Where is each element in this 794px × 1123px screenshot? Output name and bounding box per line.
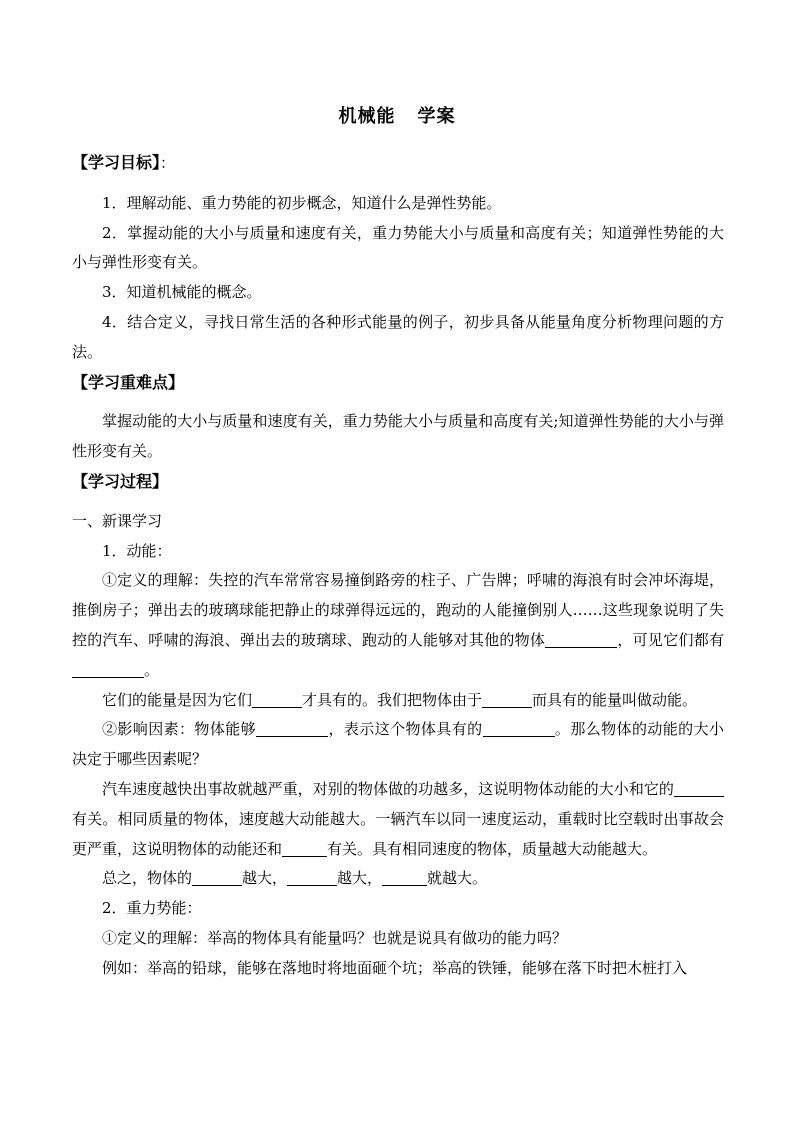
- fill-blank[interactable]: [252, 689, 302, 708]
- goal-item: 3．知道机械能的概念。: [102, 283, 262, 302]
- fill-blank[interactable]: [256, 718, 328, 737]
- gravity-example: 例如：举高的铅球，能够在落地时将地面砸个坑；举高的铁锤，能够在落下时把木桩打入: [102, 958, 688, 977]
- fill-blank[interactable]: [287, 867, 337, 886]
- page-title: [0, 104, 794, 130]
- kinetic-title: 1．动能：: [102, 541, 172, 560]
- fill-blank[interactable]: [482, 689, 532, 708]
- kinetic-definition: ①定义的理解：失控的汽车常常容易撞倒路旁的柱子、广告牌；呼啸的海浪有时会冲坏海堤，推倒房子；弹出去的玻璃球能把静止的球弹得远远的，跑动的人能撞倒别人……这些现象说明了失控的汽车、呼啸的海浪、弹出去的玻璃球、跑动的人能够对其他的物体 ，可见它们都有。: [72, 571, 724, 679]
- key-points-text: 掌握动能的大小与质量和速度有关，重力势能大小与质量和高度有关;知道弹性势能的大小与弹性形变有关。: [72, 412, 724, 461]
- document-body: [72, 148, 724, 984]
- kinetic-summary: 总之，物体的 越大， 越大， 就越大。: [102, 869, 488, 888]
- fill-blank[interactable]: [282, 838, 327, 857]
- kinetic-factors: ②影响因素：物体能够 ，表示这个物体具有的 。那么物体的动能的大小决定于哪些因素呢？: [72, 720, 724, 769]
- goal-item: 2．掌握动能的大小与质量和速度有关，重力势能大小与质量和高度有关；知道弹性势能的大小与弹性形变有关。: [72, 223, 724, 272]
- gravity-title: 2．重力势能：: [102, 899, 202, 918]
- fill-blank[interactable]: [483, 718, 555, 737]
- goal-item: 4．结合定义，寻找日常生活的各种形式能量的例子，初步具备从能量角度分析物理问题的方法。: [72, 312, 724, 361]
- kinetic-energy-reason: 它们的能量是因为它们 才具有的。我们把物体由于 而具有的能量叫做动能。: [102, 690, 698, 709]
- gravity-definition: ①定义的理解：举高的物体具有能量吗？也就是说具有做功的能力吗？: [102, 928, 568, 947]
- section-title: 一、新课学习: [72, 511, 163, 530]
- fill-blank[interactable]: [674, 778, 724, 797]
- key-points-heading: 【学习重难点】: [72, 372, 185, 392]
- fill-blank[interactable]: [72, 659, 144, 678]
- fill-blank[interactable]: [382, 867, 427, 886]
- title-sub: 学案: [417, 106, 456, 127]
- kinetic-speed-mass: 汽车速度越快出事故就越严重，对别的物体做的功越多，这说明物体动能的大小和它的有关。相同质量的物体，速度越大动能越大。一辆汽车以同一速度运动，重载时比空载时出事故会更严重，这说明物体的动能还和 有关。具有相同速度的物体，质量越大动能越大。: [72, 779, 724, 858]
- title-main: 机械能: [338, 106, 396, 127]
- fill-blank[interactable]: [545, 629, 617, 648]
- goals-heading: 【学习目标】：: [72, 153, 176, 172]
- fill-blank[interactable]: [192, 867, 242, 886]
- process-heading: 【学习过程】: [72, 471, 169, 491]
- goal-item: 1．理解动能、重力势能的初步概念，知道什么是弹性势能。: [102, 193, 502, 212]
